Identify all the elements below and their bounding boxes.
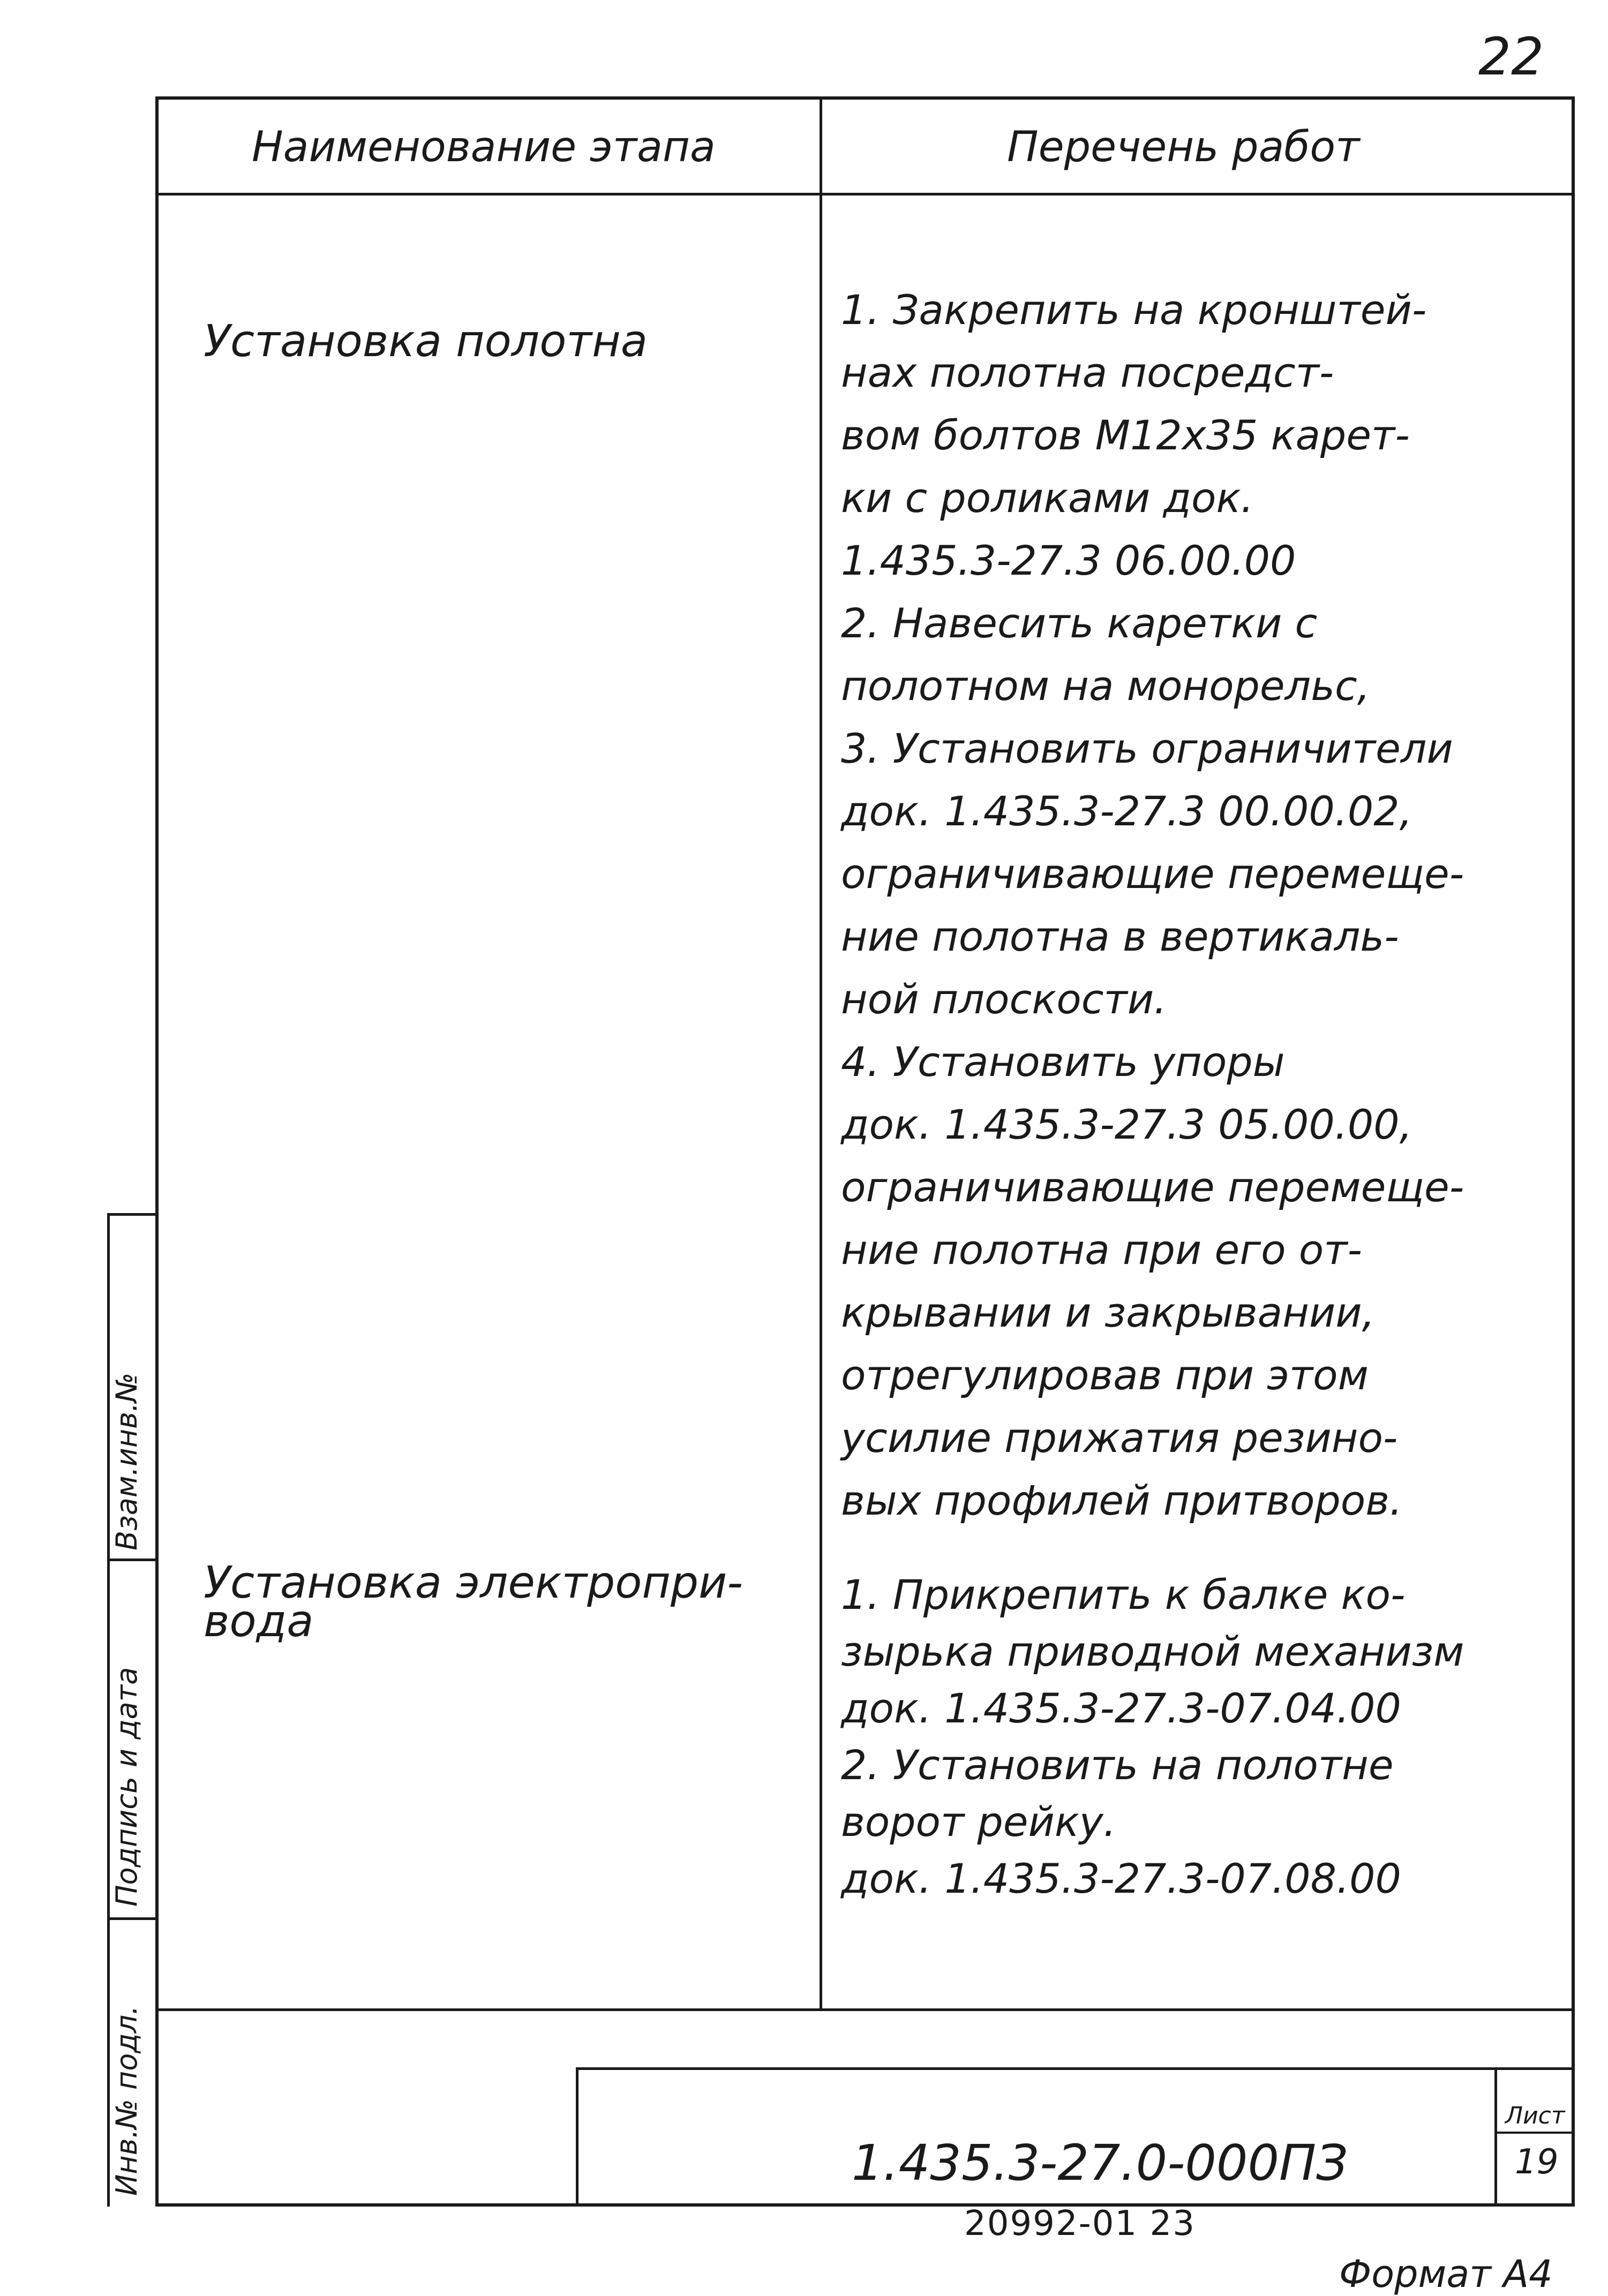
work-item: 1. Закрепить на кронштей- нах полотна посредст- вом болтов М12х35 карет- ки с роликами док. 1.435.3-27.3 06.00.00 [841, 286, 1427, 584]
document-code: 1.435.3-27.0-000ПЗ [852, 2134, 1348, 2192]
works-list [841, 1567, 1569, 1907]
sheet-label: Лист [1505, 2102, 1565, 2129]
side-label-signature: Подпись и дата [110, 1667, 144, 1907]
work-item: 3. Установить ограничители док. 1.435.3-27.3 00.00.02, ограничивающие перемеще- ние полотна в вертикаль- ной плоскости. [841, 725, 1464, 1023]
works-list [841, 278, 1569, 1532]
work-item: 4. Установить упоры док. 1.435.3-27.3 05.00.00, ограничивающие перемеще- ние полотна при его от- крывании и закрывании, отрегулировав при этом усилие прижатия резино- вых профилей притворов. [841, 1038, 1464, 1524]
work-item: 2. Навесить каретки с полотном на монорельс, [841, 599, 1370, 710]
sheet-number: 19 [1515, 2142, 1559, 2182]
format-label: Формат А4 [1339, 2252, 1553, 2296]
stage-name: Установка электропри- вода [204, 1557, 743, 1647]
archive-code: 20992-01 23 [964, 2204, 1196, 2244]
side-label-inv-no: Инв.№ подл. [110, 2005, 144, 2196]
work-item: 2. Установить на полотне ворот рейку. док. 1.435.3-27.3-07.08.00 [841, 1741, 1401, 1902]
stage-name: Установка полотна [204, 316, 648, 367]
page-number: 22 [1478, 27, 1544, 87]
header-works: Перечень работ [1007, 123, 1360, 171]
work-item: 1. Прикрепить к балке ко- зырька приводной механизм док. 1.435.3-27.3-07.04.00 [841, 1571, 1464, 1732]
side-label-replace: Взам.инв.№ [110, 1372, 144, 1550]
header-stage: Наименование этапа [252, 123, 716, 171]
